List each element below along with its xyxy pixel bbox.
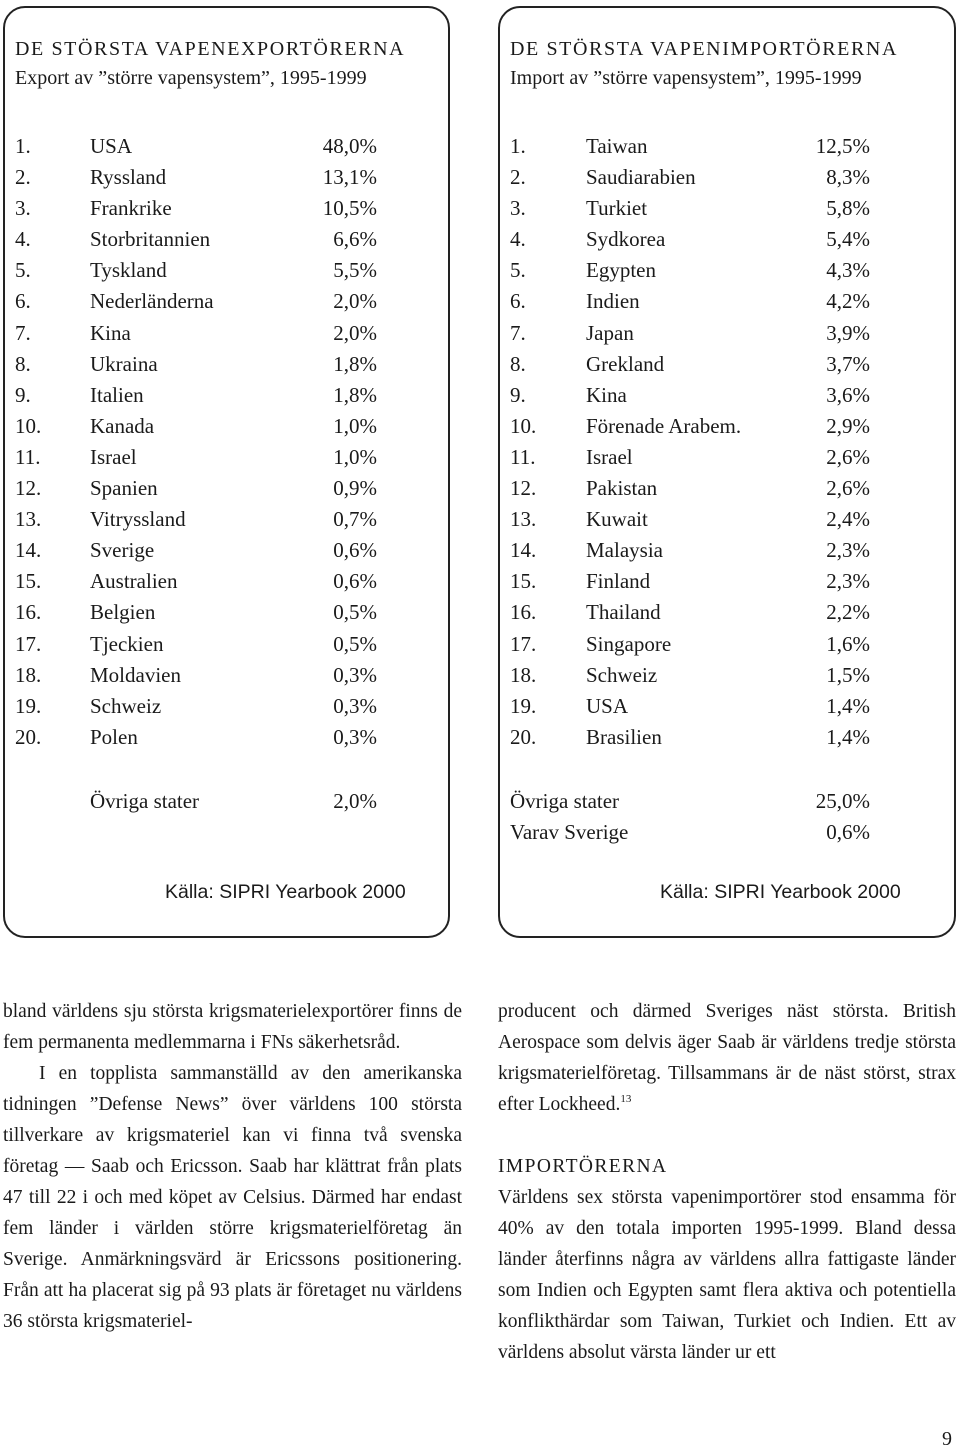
- country-name: Frankrike: [90, 196, 172, 221]
- rank-number: 12.: [15, 476, 42, 501]
- share-value: 0,9%: [333, 476, 377, 501]
- rank-number: 7.: [15, 320, 31, 345]
- section-heading: IMPORTÖRERNA: [498, 1156, 668, 1177]
- share-value: 0,5%: [333, 631, 377, 656]
- rank-number: 6.: [510, 289, 526, 314]
- share-value: 2,9%: [826, 413, 870, 438]
- country-name: USA: [586, 693, 629, 718]
- rank-number: 1.: [510, 134, 526, 158]
- share-value: 10,5%: [322, 196, 377, 221]
- rank-number: 5.: [15, 258, 31, 283]
- country-name: Israel: [90, 444, 137, 469]
- rank-number: 15.: [15, 569, 42, 594]
- rank-number: 13.: [15, 507, 42, 532]
- body-right-column: [498, 996, 956, 1368]
- rank-number: 19.: [510, 693, 537, 718]
- importers-others-share: 25,0%: [815, 789, 870, 813]
- country-name: Schweiz: [586, 662, 658, 687]
- rank-number: 13.: [510, 507, 537, 532]
- share-value: 5,5%: [333, 258, 377, 283]
- rank-number: 12.: [510, 476, 537, 501]
- share-value: 1,0%: [333, 413, 377, 438]
- country-name: Indien: [586, 289, 640, 314]
- country-name: Saudiarabien: [586, 165, 696, 190]
- country-name: Turkiet: [586, 196, 648, 221]
- share-value: 2,4%: [826, 507, 870, 532]
- country-name: Thailand: [586, 600, 661, 625]
- country-name: Kina: [90, 320, 131, 345]
- rank-number: 2.: [510, 165, 526, 190]
- country-name: Tjeckien: [90, 631, 164, 656]
- country-name: Australien: [90, 569, 178, 594]
- rank-number: 8.: [510, 351, 526, 376]
- share-value: 8,3%: [826, 165, 870, 190]
- rank-number: 15.: [510, 569, 537, 594]
- rank-number: 20.: [510, 724, 537, 749]
- country-name: Schweiz: [90, 693, 162, 718]
- country-name: Brasilien: [586, 724, 662, 749]
- importers-others-label: Övriga stater: [510, 789, 620, 813]
- rank-number: 18.: [510, 662, 537, 687]
- rank-number: 17.: [15, 631, 42, 656]
- country-name: Italien: [90, 382, 144, 407]
- country-name: Malaysia: [586, 538, 663, 563]
- share-value: 1,5%: [826, 662, 870, 687]
- rank-number: 14.: [15, 538, 42, 563]
- share-value: 6,6%: [333, 227, 377, 252]
- rank-number: 3.: [15, 196, 31, 221]
- country-name: Polen: [90, 724, 138, 749]
- country-name: Finland: [586, 569, 651, 594]
- share-value: 1,4%: [826, 724, 870, 749]
- share-value: 5,4%: [826, 227, 870, 252]
- body-paragraph: I en topplista sammanställd av den amerikanska tidningen ”Defense News” över världens 100 största tillverkare av krigsmateriel kan vi finna två svenska företag — Saab och Ericsson. Saab har klättrat från plats 47 till 22 i och med köpet av Celsius. Därmed har endast fem länder i världen större krigsmaterielföretag än Sverige. Anmärkningsvärd är Ericssons positionering. Från att ha placerat sig på 93 plats är företaget nu världens 36 största krigsmateriel-: [3, 1063, 462, 1332]
- rank-number: 9.: [15, 382, 31, 407]
- share-value: 1,6%: [826, 631, 870, 656]
- country-name: Israel: [586, 444, 633, 469]
- country-name: Ukraina: [90, 351, 158, 376]
- share-value: 2,3%: [826, 569, 870, 594]
- share-value: 48,0%: [322, 134, 377, 158]
- importers-title: DE STÖRSTA VAPENIMPORTÖRERNA: [510, 38, 898, 60]
- country-name: USA: [90, 134, 133, 158]
- share-value: 0,5%: [333, 600, 377, 625]
- share-value: 2,6%: [826, 444, 870, 469]
- share-value: 0,6%: [333, 569, 377, 594]
- share-value: 2,3%: [826, 538, 870, 563]
- rank-number: 3.: [510, 196, 526, 221]
- rank-number: 20.: [15, 724, 42, 749]
- share-value: 0,6%: [333, 538, 377, 563]
- rank-number: 8.: [15, 351, 31, 376]
- country-name: Grekland: [586, 351, 665, 376]
- share-value: 2,6%: [826, 476, 870, 501]
- country-name: Moldavien: [90, 662, 181, 687]
- country-name: Kanada: [90, 413, 155, 438]
- body-paragraph-text: producent och därmed Sveriges näst största. British Aerospace som delvis äger Saab är världens tredje största krigsmaterielföretag. Tillsammans är de näst störst, strax efter Lockheed.: [498, 1001, 956, 1115]
- country-name: Förenade Arabem.: [586, 413, 742, 438]
- share-value: 4,3%: [826, 258, 870, 283]
- country-name: Sverige: [90, 538, 155, 563]
- body-left-column: [3, 996, 462, 1337]
- share-value: 12,5%: [815, 134, 870, 158]
- page-number: 9: [942, 1428, 952, 1450]
- rank-number: 11.: [15, 444, 41, 469]
- importers-sweden-label: Varav Sverige: [510, 820, 629, 844]
- rank-number: 11.: [510, 444, 536, 469]
- country-name: Belgien: [90, 600, 156, 625]
- country-name: Pakistan: [586, 476, 658, 501]
- share-value: 2,0%: [333, 289, 377, 314]
- footnote-ref: 13: [620, 1093, 632, 1105]
- exporters-subtitle: Export av ”större vapensystem”, 1995-1999: [15, 67, 367, 89]
- share-value: 2,0%: [333, 320, 377, 345]
- country-name: Kuwait: [586, 507, 648, 532]
- rank-number: 16.: [15, 600, 42, 625]
- body-paragraph: [498, 996, 956, 1120]
- country-name: Japan: [586, 320, 634, 345]
- share-value: 0,3%: [333, 693, 377, 718]
- share-value: 3,7%: [826, 351, 870, 376]
- share-value: 1,4%: [826, 693, 870, 718]
- share-value: 3,9%: [826, 320, 870, 345]
- share-value: 0,3%: [333, 662, 377, 687]
- importers-source: Källa: SIPRI Yearbook 2000: [660, 881, 901, 903]
- rank-number: 9.: [510, 382, 526, 407]
- country-name: Singapore: [586, 631, 672, 656]
- share-value: 1,8%: [333, 351, 377, 376]
- share-value: 3,6%: [826, 382, 870, 407]
- exporters-others-share: 2,0%: [333, 789, 377, 813]
- rank-number: 10.: [510, 413, 537, 438]
- country-name: Egypten: [586, 258, 656, 283]
- share-value: 4,2%: [826, 289, 870, 314]
- rank-number: 14.: [510, 538, 537, 563]
- rank-number: 16.: [510, 600, 537, 625]
- rank-number: 4.: [15, 227, 31, 252]
- exporters-title: DE STÖRSTA VAPENEXPORTÖRERNA: [15, 38, 406, 60]
- share-value: 1,0%: [333, 444, 377, 469]
- share-value: 5,8%: [826, 196, 870, 221]
- share-value: 0,7%: [333, 507, 377, 532]
- rank-number: 17.: [510, 631, 537, 656]
- rank-number: 18.: [15, 662, 42, 687]
- exporters-others-label: Övriga stater: [90, 789, 200, 813]
- share-value: 13,1%: [322, 165, 377, 190]
- rank-number: 7.: [510, 320, 526, 345]
- country-name: Spanien: [90, 476, 158, 501]
- share-value: 1,8%: [333, 382, 377, 407]
- body-paragraph: Världens sex största vapenimportörer stod ensamma för 40% av den totala importen 1995-1999. Bland dessa länder återfinns några av världens allra fattigaste länder som Indien och Egypten samt flera aktiva och potentiella konflikthärdar som Taiwan, Turkiet och Indien. Ett av världens absolut värsta länder ur ett: [498, 1187, 956, 1363]
- rank-number: 10.: [15, 413, 42, 438]
- rank-number: 1.: [15, 134, 31, 158]
- rank-number: 2.: [15, 165, 31, 190]
- importers-subtitle: Import av ”större vapensystem”, 1995-1999: [510, 67, 862, 89]
- country-name: Ryssland: [90, 165, 167, 190]
- country-name: Vitryssland: [90, 507, 186, 532]
- rank-number: 6.: [15, 289, 31, 314]
- country-name: Taiwan: [586, 134, 648, 158]
- country-name: Sydkorea: [586, 227, 666, 252]
- exporters-source: Källa: SIPRI Yearbook 2000: [165, 881, 406, 903]
- rank-number: 19.: [15, 693, 42, 718]
- country-name: Kina: [586, 382, 627, 407]
- exporters-panel: [3, 6, 450, 938]
- country-name: Nederländerna: [90, 289, 214, 314]
- rank-number: 4.: [510, 227, 526, 252]
- country-name: Tyskland: [90, 258, 167, 283]
- importers-panel: [498, 6, 956, 938]
- rank-number: 5.: [510, 258, 526, 283]
- share-value: 0,3%: [333, 724, 377, 749]
- body-paragraph: bland världens sju största krigsmaterielexportörer finns de fem permanenta medlemmarna i FNs säkerhetsråd.: [3, 1001, 462, 1053]
- importers-sweden-share: 0,6%: [826, 820, 870, 844]
- country-name: Storbritannien: [90, 227, 211, 252]
- share-value: 2,2%: [826, 600, 870, 625]
